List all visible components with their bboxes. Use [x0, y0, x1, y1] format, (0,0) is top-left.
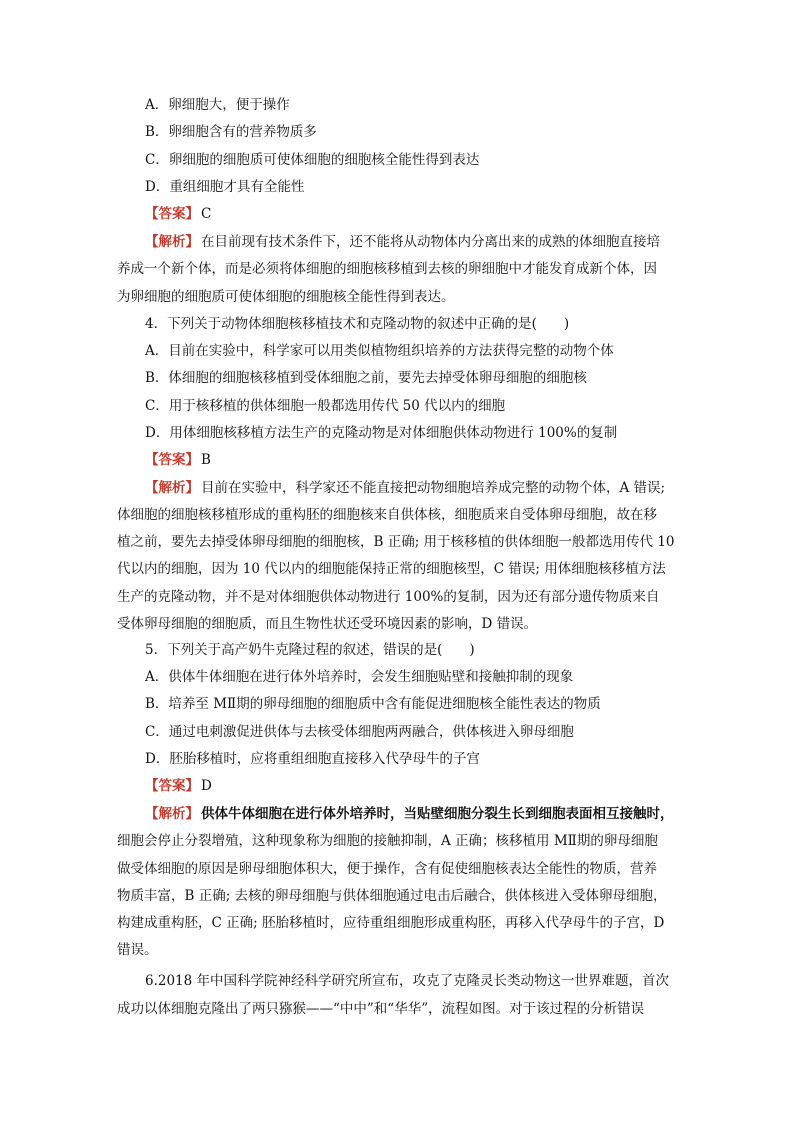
q3-analysis-line-1 — [145, 232, 660, 252]
q5-analysis-line-6: 错误。 — [117, 942, 158, 958]
q3-analysis-line-3: 为卵细胞的细胞质可使体细胞的细胞核全能性得到表达。 — [117, 289, 455, 305]
analysis-text: 在目前现有技术条件下，还不能将从动物体内分离出来的成熟的体细胞直接培 — [201, 234, 660, 250]
q5-option-a: A．供体牛体细胞在进行体外培养时，会发生细胞贴壁和接触抑制的现象 — [145, 669, 574, 685]
q5-analysis-line-2: 细胞会停止分裂增殖，这种现象称为细胞的接触抑制，A 正确；核移植用 MⅡ期的卵母细胞 — [117, 833, 658, 849]
answer-value: D — [201, 778, 212, 794]
q3-answer — [145, 204, 211, 224]
q4-analysis-line-1 — [145, 478, 665, 498]
q5-analysis-line-1 — [145, 804, 674, 824]
q5-option-d: D．胚胎移植时，应将重组细胞直接移入代孕母牛的子宫 — [145, 751, 480, 767]
q5-stem: 5．下列关于高产奶牛克隆过程的叙述，错误的是( ) — [145, 642, 475, 658]
q4-analysis-line-6: 受体卵母细胞的细胞质，而且生物性状还受环境因素的影响，D 错误。 — [117, 616, 538, 632]
analysis-text: 目前在实验中，科学家还不能直接把动物细胞培养成完整的动物个体，A 错误; — [201, 480, 666, 496]
q5-analysis-line-5: 构建成重构胚，C 正确; 胚胎移植时，应待重组细胞形成重构胚，再移入代孕母牛的子宫，D — [117, 915, 665, 931]
q4-analysis-line-2: 体细胞的细胞核移植形成的重构胚的细胞核来自供体核，细胞质来自受体卵母细胞，故在移 — [117, 507, 657, 523]
q3-option-a: A．卵细胞大，便于操作 — [145, 97, 290, 113]
q5-option-b: B．培养至 MⅡ期的卵母细胞的细胞质中含有能促进细胞核全能性表达的物质 — [145, 696, 601, 712]
q4-analysis-line-4: 代以内的细胞，因为 10 代以内的细胞能保持正常的细胞核型，C 错误; 用体细胞核移植方法 — [117, 561, 666, 577]
answer-tag: 【答案】 — [145, 778, 199, 794]
q6-stem-line-2: 成功以体细胞克隆出了两只猕猴——“中中”和“华华”，流程如图。对于该过程的分析错误 — [117, 1001, 645, 1017]
q4-analysis-line-3: 植之前，要先去掉受体卵母细胞的细胞核，B 正确; 用于核移植的供体细胞一般都选用传代 10 — [117, 534, 675, 550]
q6-stem-line-1: 6.2018 年中国科学院神经科学研究所宣布，攻克了克隆灵长类动物这一世界难题，首次 — [145, 973, 670, 989]
answer-tag: 【答案】 — [145, 452, 199, 468]
q4-option-d: D．用体细胞核移植方法生产的克隆动物是对体细胞供体动物进行 100%的复制 — [145, 425, 618, 441]
q4-analysis-line-5: 生产的克隆动物，并不是对体细胞供体动物进行 100%的复制，因为还有部分遗传物质来自 — [117, 589, 660, 605]
q3-option-b: B．卵细胞含有的营养物质多 — [145, 124, 317, 140]
q5-analysis-line-3: 做受体细胞的原因是卵母细胞体积大，便于操作，含有促使细胞核表达全能性的物质，营养 — [117, 861, 657, 877]
answer-value: C — [201, 206, 212, 222]
analysis-tag: 【解析】 — [145, 806, 199, 822]
q4-option-c: C．用于核移植的供体细胞一般都选用传代 50 代以内的细胞 — [145, 398, 506, 414]
q4-answer — [145, 450, 211, 470]
analysis-text: 供体牛体细胞在进行体外培养时，当贴壁细胞分裂生长到细胞表面相互接触时， — [201, 806, 674, 822]
q3-option-d: D．重组细胞才具有全能性 — [145, 179, 305, 195]
q3-analysis-line-2: 养成一个新个体，而是必须将体细胞的细胞核移植到去核的卵细胞中才能发育成新个体，因 — [117, 261, 657, 277]
q3-option-c: C．卵细胞的细胞质可使体细胞的细胞核全能性得到表达 — [145, 152, 480, 168]
q5-answer — [145, 776, 212, 796]
q4-option-a: A．目前在实验中，科学家可以用类似植物组织培养的方法获得完整的动物个体 — [145, 343, 614, 359]
q5-analysis-line-4: 物质丰富，B 正确; 去核的卵母细胞与供体细胞通过电击后融合，供体核进入受体卵母细胞， — [117, 888, 667, 904]
answer-tag: 【答案】 — [145, 206, 199, 222]
analysis-tag: 【解析】 — [145, 234, 199, 250]
q4-option-b: B．体细胞的细胞核移植到受体细胞之前，要先去掉受体卵母细胞的细胞核 — [145, 370, 587, 386]
analysis-tag: 【解析】 — [145, 480, 199, 496]
answer-value: B — [201, 452, 211, 468]
q4-stem: 4．下列关于动物体细胞核移植技术和克隆动物的叙述中正确的是( ) — [145, 316, 570, 332]
q5-option-c: C．通过电刺激促进供体与去核受体细胞两两融合，供体核进入卵母细胞 — [145, 724, 574, 740]
